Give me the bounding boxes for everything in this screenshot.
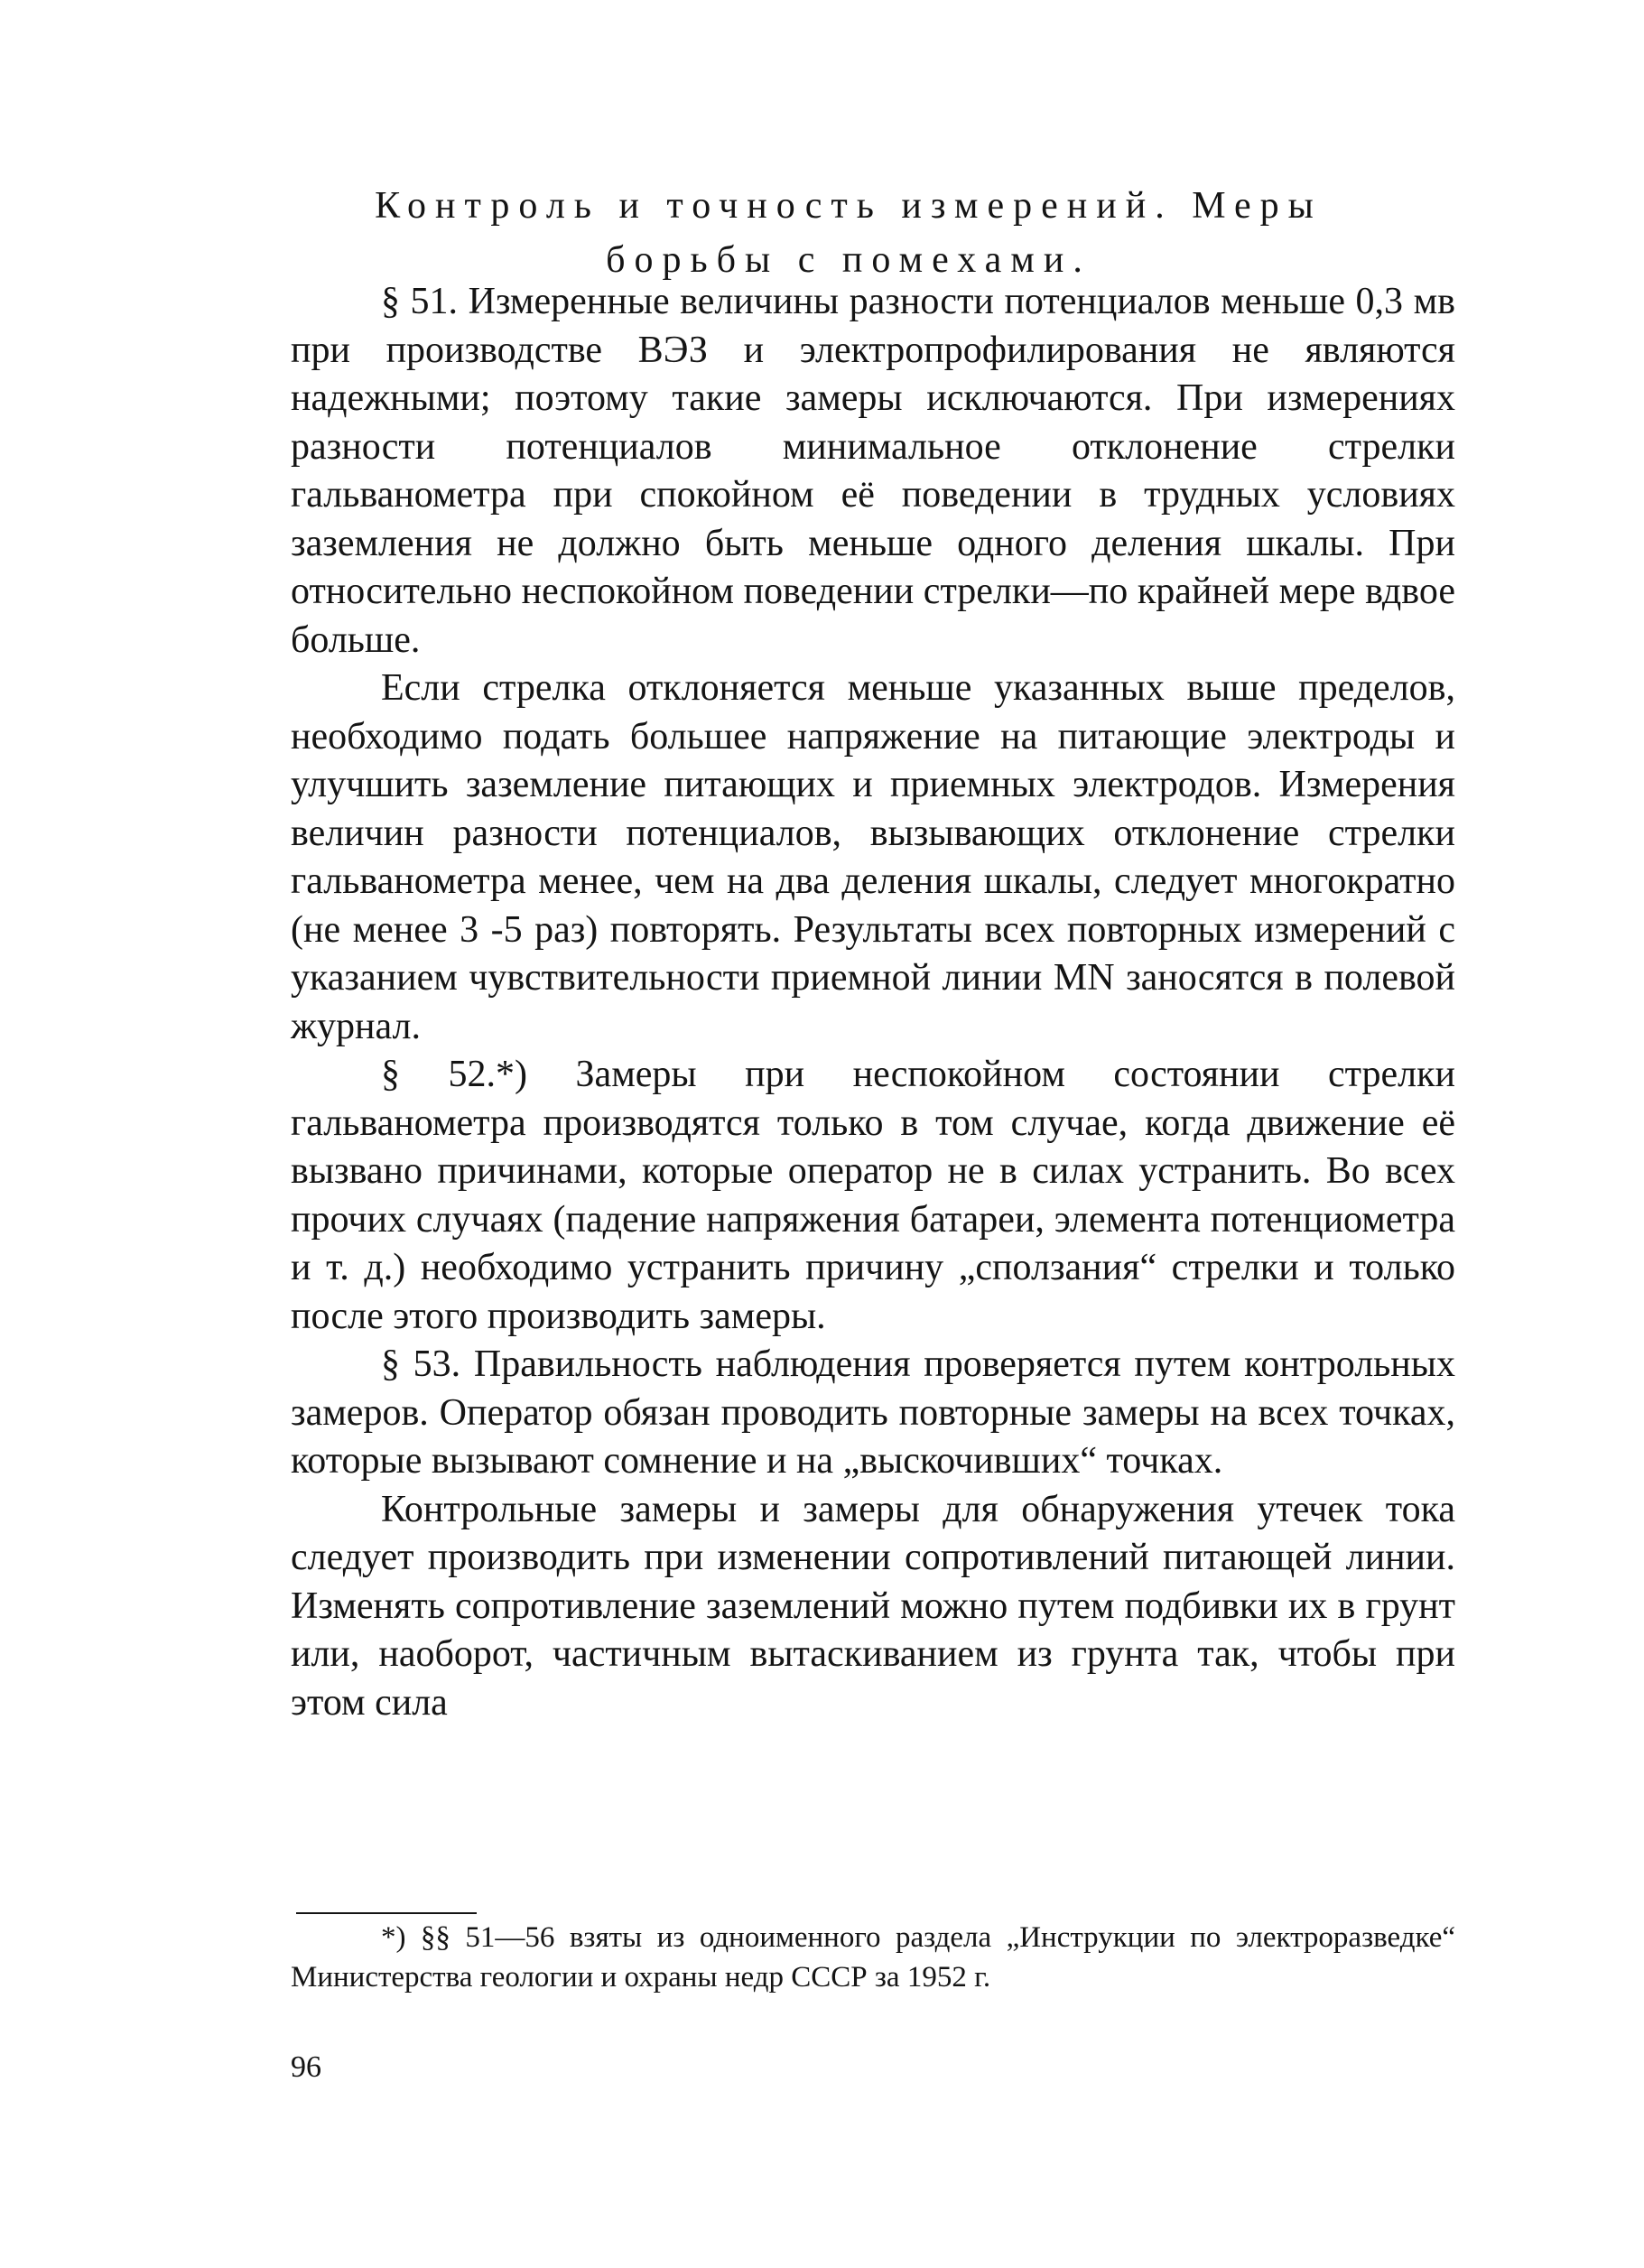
section-title: Контроль и точность измерений. Меры борьбы с помехами.: [375, 185, 1323, 281]
footnote-divider: [296, 1912, 477, 1914]
paragraph-53: § 53. Правильность наблюдения проверяется путем контрольных замеров. Оператор обязан проводить повторные замеры на всех точках, которые вызывают сомнение и на „выскочивших“ точках.: [291, 1343, 1455, 1482]
body-text: [291, 278, 1455, 1727]
page-number: 96: [291, 2050, 321, 2084]
paragraph-52: § 52.*) Замеры при неспокойном состоянии стрелки гальванометра производятся только в том случае, когда движение её вызвано причинами, которые оператор не в силах устранить. Во всех прочих случаях (падение напряжения батареи, элемента потенциометра и т. д.) необходимо устранить причину „сползания“ стрелки и только после этого производить замеры.: [291, 1054, 1455, 1337]
footnote: *) §§ 51—56 взяты из одноименного раздела „Инструкции по электроразведке“ Министерства геологии и охраны недр СССР за 1952 г.: [291, 1921, 1455, 1994]
paragraph-51: § 51. Измеренные величины разности потенциалов меньше 0,3 мв при производстве ВЭЗ и электропрофилирования не являются надежными; поэтому такие замеры исключаются. При измерениях разности потенциалов минимальное отклонение стрелки гальванометра при спокойном её поведении в трудных условиях заземления не должно быть меньше одного деления шкалы. При относительно неспокойном поведении стрелки—по крайней мере вдвое больше.: [291, 281, 1455, 661]
paragraph-53-continued: Контрольные замеры и замеры для обнаружения утечек тока следует производить при изменении сопротивлений питающей линии. Изменять сопротивление заземлений можно путем подбивки их в грунт или, наоборот, частичным вытаскиванием из грунта так, чтобы при этом сила: [291, 1488, 1455, 1724]
paragraph-51-continued: Если стрелка отклоняется меньше указанных выше пределов, необходимо подать большее напряжение на питающие электроды и улучшить заземление питающих и приемных электродов. Измерения величин разности потенциалов, вызывающих отклонение стрелки гальванометра менее, чем на два деления шкалы, следует многократно (не менее 3 -5 раз) повторять. Результаты всех повторных измерений с указанием чувствительности приемной линии MN заносятся в полевой журнал.: [291, 667, 1455, 1047]
